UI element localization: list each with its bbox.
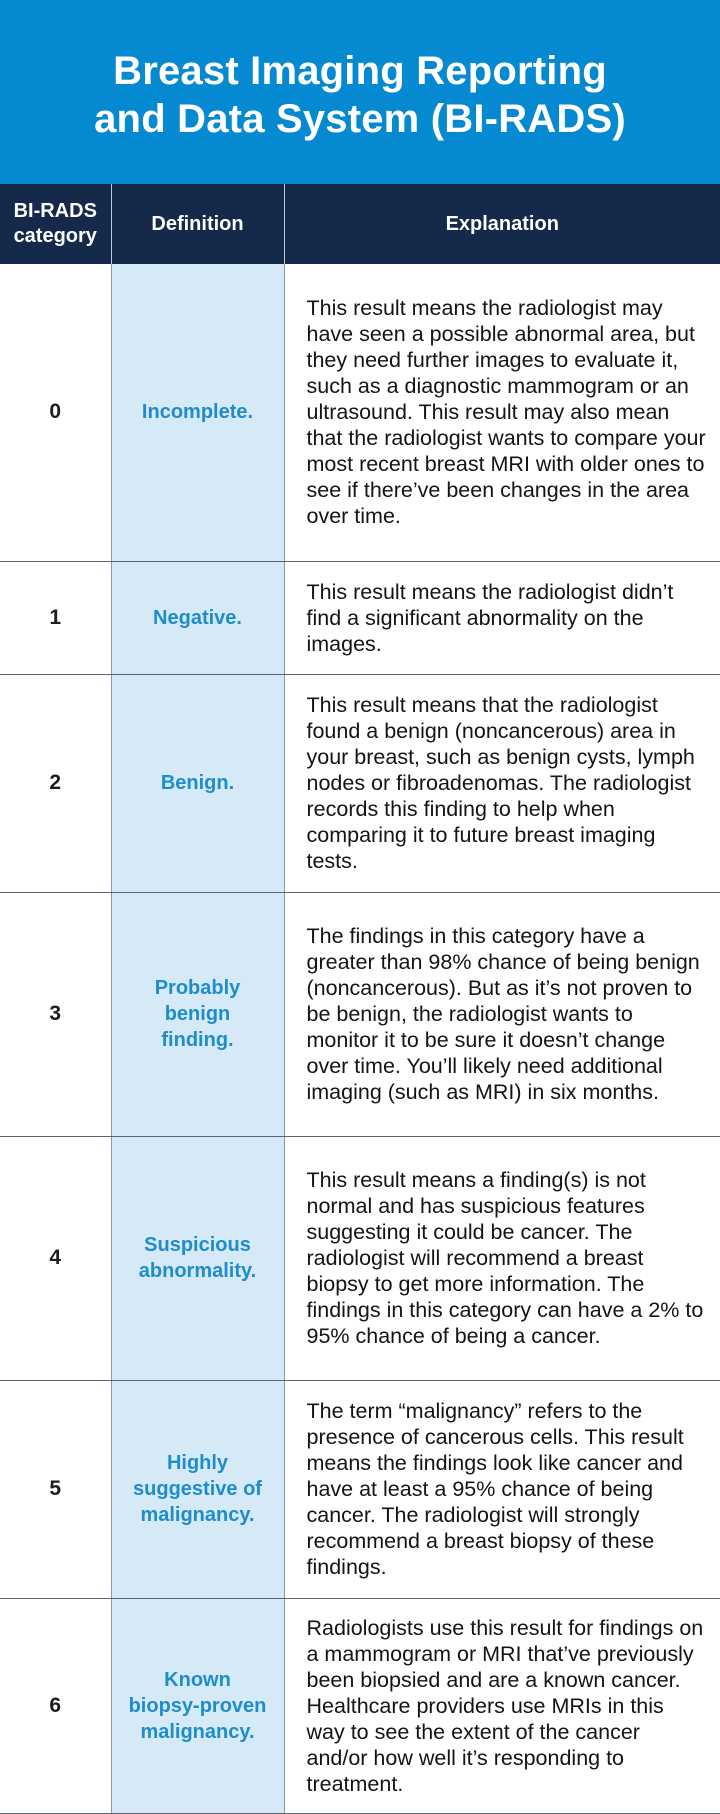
category-cell: 1 [0, 561, 111, 674]
definition-line: malignancy. [140, 1504, 255, 1526]
title-banner [0, 0, 720, 184]
definition-cell [111, 1136, 284, 1380]
definition-line: suggestive of [133, 1478, 262, 1500]
category-cell: 3 [0, 892, 111, 1136]
definition-line: Highly [166, 1452, 229, 1474]
table-row [0, 1380, 720, 1598]
definition-line: biopsy-proven [128, 1694, 267, 1717]
table-row [0, 1598, 720, 1813]
explanation-cell [284, 1380, 720, 1598]
definition-line: benign [164, 1003, 231, 1025]
definition-line: Incomplete. [141, 401, 254, 424]
explanation-text: This result means the radiologist may have seen a possible abnormal area, but they need further images to evaluate it, such as a diagnostic mammogram or an ultrasound. This result may also mean that the radiologist wants to compare your most recent breast MRI with older ones to see if there’ve been changes in the area over time. [306, 296, 706, 529]
explanation-text: This result means the radiologist didn’t find a significant abnormality on the images. [306, 579, 674, 656]
column-header-definition: Definition [111, 184, 284, 264]
definition-cell [111, 1380, 284, 1598]
definition-line: malignancy. [140, 1720, 255, 1743]
explanation-cell [284, 1136, 720, 1380]
table-row [0, 264, 720, 561]
definition-cell [111, 561, 284, 674]
explanation-cell [284, 264, 720, 561]
explanation-cell [284, 1598, 720, 1813]
table-row [0, 674, 720, 892]
explanation-cell [284, 674, 720, 892]
page-title-line-2: and Data System (BI-RADS) [94, 97, 626, 141]
explanation-text: This result means a finding(s) is not normal and has suspicious features suggesting it could be cancer. The radiologist will recommend a breast biopsy to get more information. The findings in this category can have a 2% to 95% chance of being a cancer. [306, 1168, 704, 1348]
category-cell: 6 [0, 1598, 111, 1813]
definition-line: Probably [154, 977, 241, 999]
definition-cell [111, 1598, 284, 1813]
column-header-category-line-1: BI-RADS [13, 200, 97, 222]
table-row [0, 892, 720, 1136]
definition-cell [111, 892, 284, 1136]
page-title-line-1: Breast Imaging Reporting [113, 49, 607, 93]
table-row [0, 561, 720, 674]
table-header [0, 184, 720, 264]
definition-line: Known [164, 1668, 231, 1691]
explanation-cell [284, 892, 720, 1136]
header-row [0, 184, 720, 264]
definition-cell [111, 264, 284, 561]
category-cell: 4 [0, 1136, 111, 1380]
definition-line: Negative. [153, 606, 242, 629]
explanation-cell [284, 561, 720, 674]
definition-line: abnormality. [138, 1260, 257, 1282]
category-cell: 0 [0, 264, 111, 561]
table-body [0, 264, 720, 1813]
category-cell: 2 [0, 674, 111, 892]
explanation-text: The findings in this category have a greater than 98% chance of being benign (noncancerous). But as it’s not proven to be benign, the radiologist wants to monitor it to be sure it doesn’t change over time. You’ll likely need additional imaging (such as MRI) in six months. [306, 924, 700, 1104]
explanation-text: This result means that the radiologist found a benign (noncancerous) area in your breast, such as benign cysts, lymph nodes or fibroadenomas. The radiologist records this finding to help when comparing it to future breast imaging tests. [306, 693, 695, 873]
column-header-category [0, 184, 111, 264]
explanation-text: Radiologists use this result for findings on a mammogram or MRI that’ve previously been biopsied and are a known cancer. Healthcare providers use MRIs in this way to see the extent of the cancer and/or how well it’s responding to treatment. [306, 1615, 704, 1796]
definition-cell [111, 674, 284, 892]
definition-line: finding. [161, 1029, 234, 1051]
table-row [0, 1136, 720, 1380]
explanation-text: The term “malignancy” refers to the presence of cancerous cells. This result means the findings look like cancer and have at least a 95% chance of being cancer. The radiologist will strongly recommend a breast biopsy of these findings. [306, 1399, 684, 1579]
definition-line: Suspicious [144, 1234, 251, 1256]
column-header-explanation: Explanation [284, 184, 720, 264]
category-cell: 5 [0, 1380, 111, 1598]
birads-table [0, 184, 720, 1814]
definition-line: Benign. [160, 772, 235, 794]
column-header-category-line-2: category [13, 225, 97, 247]
